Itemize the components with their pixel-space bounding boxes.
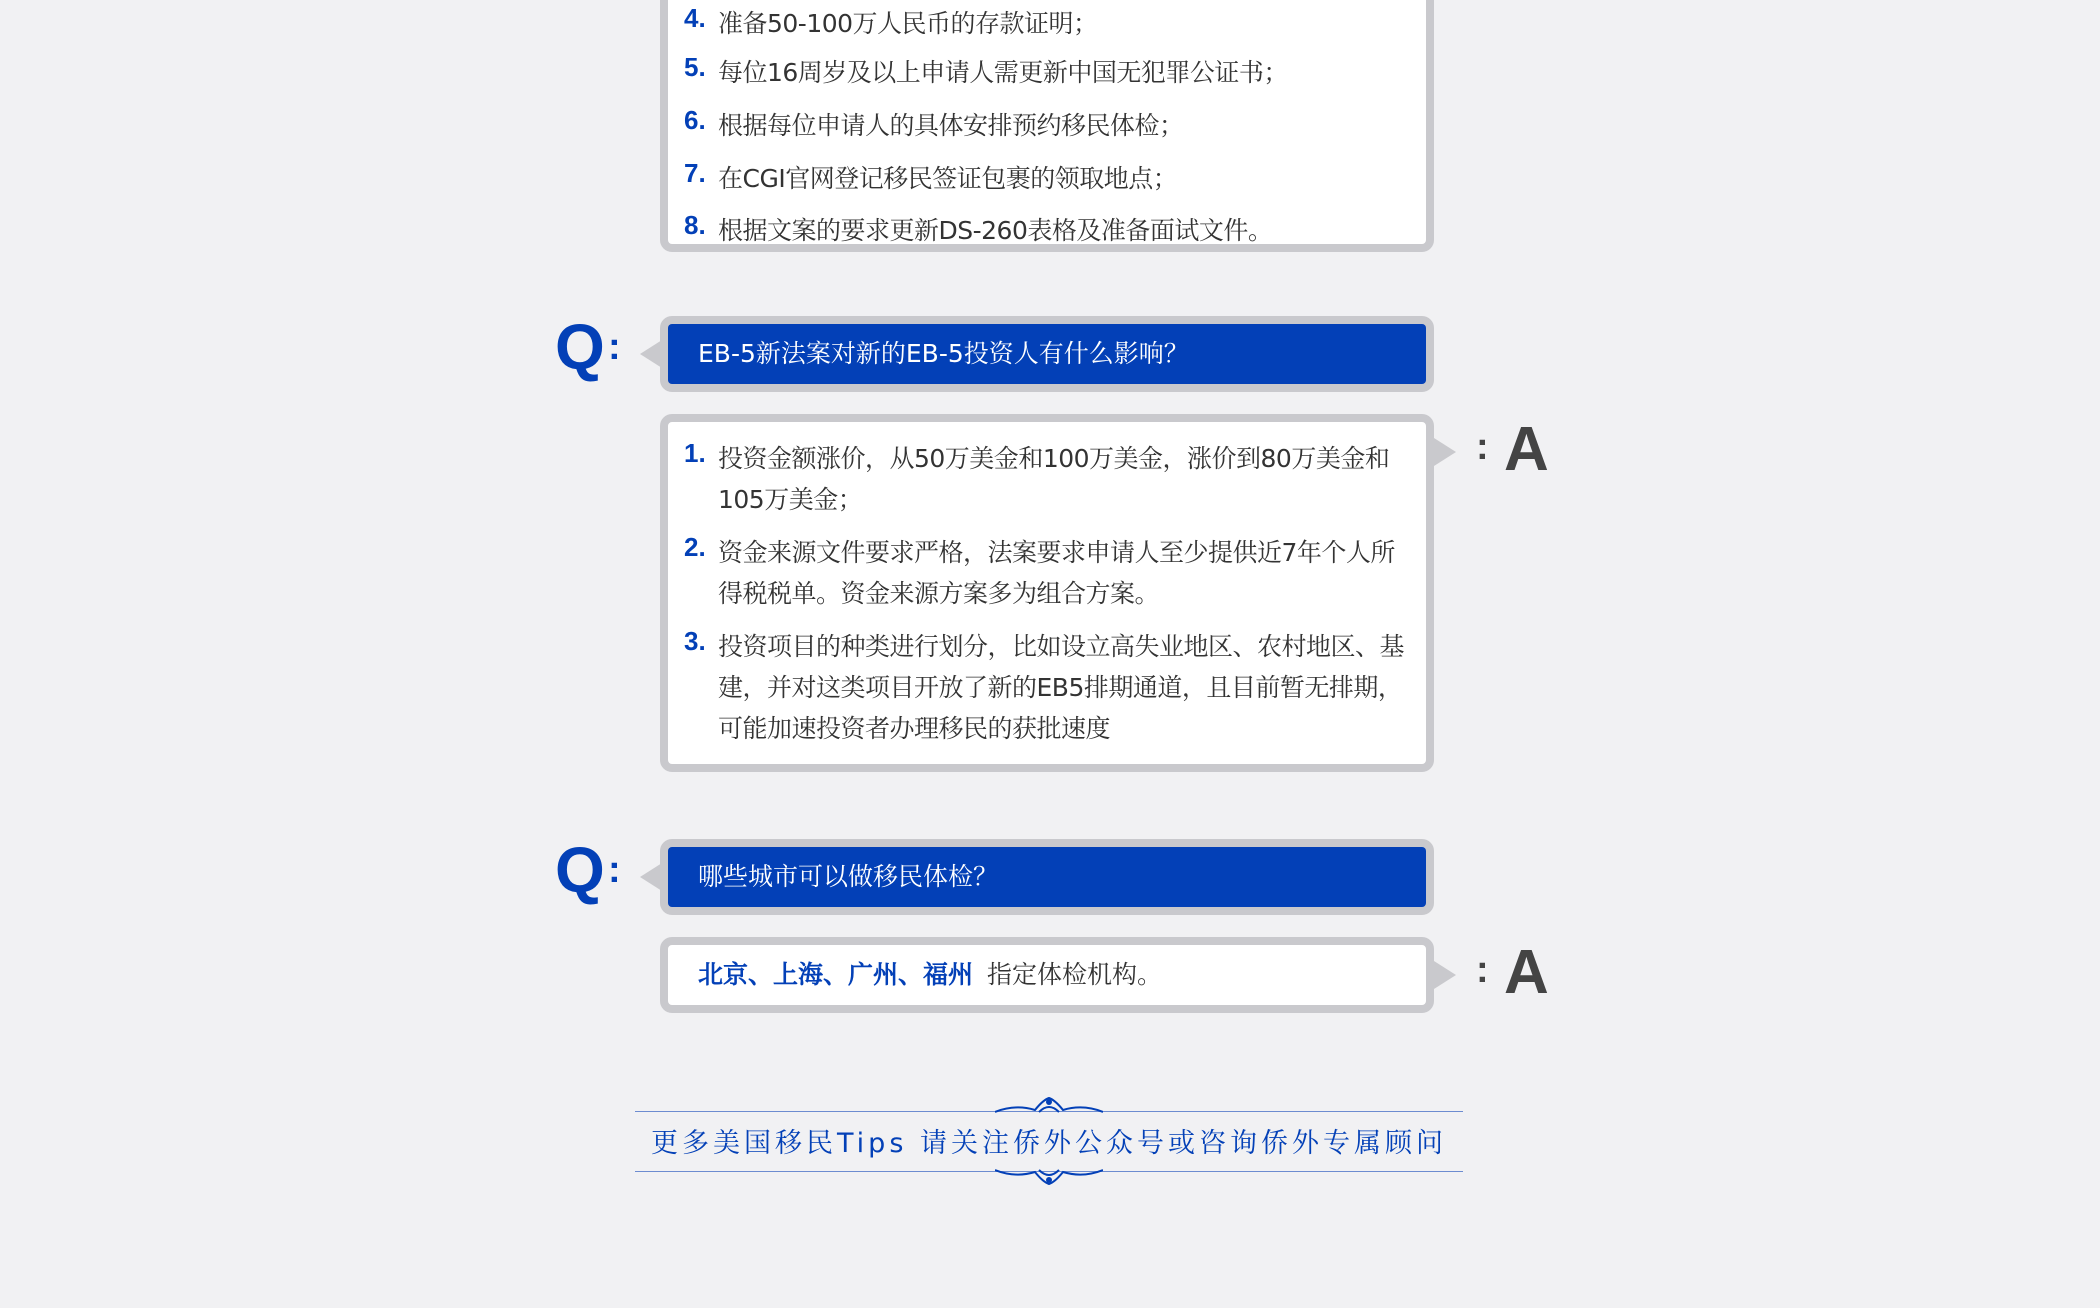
question-marker: Q: [555, 834, 605, 906]
item-text: 投资金额涨价，从50万美金和100万美金，涨价到80万美金和105万美金；: [718, 444, 1390, 514]
question-colon: :: [608, 849, 621, 891]
answer-cities: 北京、上海、广州、福州: [698, 960, 974, 989]
answer-marker: A: [1504, 938, 1549, 1007]
steps-box: [660, 0, 1434, 252]
answer-pointer: [1434, 961, 1456, 989]
question-text: EB-5新法案对新的EB-5投资人有什么影响？: [668, 324, 1426, 384]
item-text: 准备50-100万人民币的存款证明；: [718, 9, 1098, 38]
answer-marker: A: [1504, 415, 1549, 484]
ornament-top-icon: [995, 1094, 1103, 1118]
answer-line: [698, 945, 1162, 1005]
question-colon: :: [608, 326, 621, 368]
ornament-bottom-icon: [995, 1164, 1103, 1188]
item-text: 在CGI官网登记移民签证包裹的领取地点；: [718, 164, 1178, 193]
answer-pointer: [1434, 438, 1456, 466]
item-number: 1.: [684, 438, 706, 468]
question-bar: [660, 316, 1434, 392]
answer-colon: :: [1476, 949, 1489, 991]
item-number: 5.: [684, 52, 706, 82]
item-text: 投资项目的种类进行划分，比如设立高失业地区、农村地区、基建，并对这类项目开放了新的EB5排期通道，且目前暂无排期，可能加速投资者办理移民的获批速度: [718, 632, 1405, 743]
question-text: 哪些城市可以做移民体检？: [668, 847, 1426, 907]
item-number: 2.: [684, 532, 706, 562]
item-text: 资金来源文件要求严格，法案要求申请人至少提供近7年个人所得税税单。资金来源方案多为组合方案。: [718, 538, 1395, 608]
item-text: 每位16周岁及以上申请人需更新中国无犯罪公证书；: [718, 58, 1288, 87]
item-number: 7.: [684, 158, 706, 188]
answer-box: [660, 414, 1434, 772]
item-number: 3.: [684, 626, 706, 656]
item-number: 4.: [684, 3, 706, 33]
item-number: 8.: [684, 210, 706, 240]
question-marker: Q: [555, 311, 605, 383]
footer-text: 更多美国移民Tips 请关注侨外公众号或咨询侨外专属顾问: [651, 1128, 1447, 1159]
question-pointer: [640, 340, 662, 368]
answer-text: 指定体检机构。: [986, 960, 1162, 989]
question-bar: [660, 839, 1434, 915]
item-text: 根据文案的要求更新DS-260表格及准备面试文件。: [718, 216, 1273, 245]
question-pointer: [640, 863, 662, 891]
item-text: 根据每位申请人的具体安排预约移民体检；: [718, 111, 1184, 140]
answer-colon: :: [1476, 426, 1489, 468]
item-number: 6.: [684, 105, 706, 135]
answer-box: [660, 937, 1434, 1013]
